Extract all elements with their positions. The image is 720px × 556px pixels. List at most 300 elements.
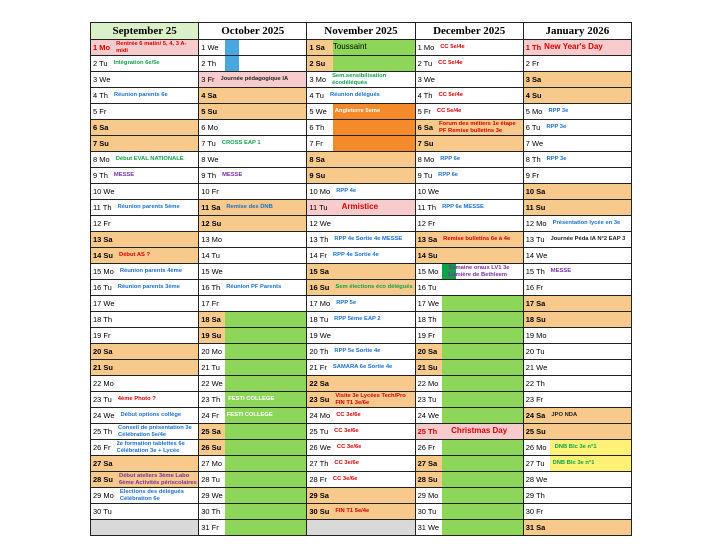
day-label: 14 Fr <box>309 251 327 260</box>
day-label: 18 Tu <box>309 315 329 324</box>
day-cell <box>307 296 415 312</box>
holiday-band <box>442 440 523 455</box>
calendar-row <box>91 104 632 120</box>
day-cell <box>523 520 631 536</box>
day-label: 9 Th <box>93 171 108 180</box>
day-label: 5 Su <box>201 107 218 116</box>
day-label: 20 Tu <box>525 347 545 356</box>
day-cell <box>91 56 199 72</box>
day-label: 6 Sa <box>417 123 433 132</box>
calendar-row <box>91 120 632 136</box>
holiday-band <box>225 328 306 343</box>
day-cell <box>415 120 523 136</box>
event-text: Armistice <box>341 203 379 212</box>
day-cell <box>199 344 307 360</box>
day-cell <box>307 232 415 248</box>
day-cell <box>415 488 523 504</box>
holiday-band <box>442 488 523 503</box>
day-cell <box>523 120 631 136</box>
day-cell <box>91 184 199 200</box>
event-text: Christmas Day <box>451 427 508 436</box>
day-cell <box>199 72 307 88</box>
day-cell <box>91 488 199 504</box>
day-label: 28 Fr <box>309 475 327 484</box>
day-label: 31 Sa <box>525 523 546 532</box>
day-cell <box>523 376 631 392</box>
day-label: 24 We <box>417 411 440 420</box>
day-label: 1 We <box>201 43 219 52</box>
day-cell <box>91 232 199 248</box>
day-cell <box>307 184 415 200</box>
day-label: 20 Sa <box>417 347 438 356</box>
day-label: 26 Fr <box>417 443 436 452</box>
day-label: 3 Sa <box>525 75 542 84</box>
day-cell <box>307 136 415 152</box>
month-header: December 2025 <box>415 23 523 40</box>
day-label: 21 Tu <box>201 363 220 372</box>
calendar-row <box>91 344 632 360</box>
day-cell <box>307 424 415 440</box>
day-label: 7 Su <box>93 139 109 148</box>
day-cell <box>199 280 307 296</box>
event-text: Réunion parents 4ème <box>119 268 183 275</box>
day-cell <box>415 280 523 296</box>
day-cell <box>415 504 523 520</box>
day-cell <box>523 200 631 216</box>
day-cell <box>523 408 631 424</box>
calendar-row <box>91 136 632 152</box>
day-cell <box>91 472 199 488</box>
day-label: 21 Su <box>417 363 438 372</box>
event-text: Forum des métiers 1e étape PF Remise bulletins 3e <box>439 121 516 134</box>
day-cell <box>199 408 307 424</box>
day-cell <box>91 136 199 152</box>
day-label: 25 Th <box>93 427 113 436</box>
event-text: MESSE <box>222 172 243 179</box>
event-text: Réunion délégués <box>329 92 380 99</box>
day-cell <box>91 248 199 264</box>
day-label: 10 We <box>417 187 440 196</box>
day-label: 19 Mo <box>525 331 547 340</box>
event-text: Début ateliers 3ème Labo 6ème Activités périscolaires <box>119 473 197 486</box>
event-text: RPP 4e Sortie 4e MESSE <box>334 236 403 243</box>
day-label: 12 Su <box>201 219 222 228</box>
day-label: 21 Fr <box>309 363 327 372</box>
day-label: 15 Mo <box>93 267 114 276</box>
day-cell <box>523 56 631 72</box>
day-label: 22 Mo <box>417 379 439 388</box>
day-cell <box>199 312 307 328</box>
holiday-band <box>225 504 306 519</box>
day-label: 15 Th <box>525 267 545 276</box>
day-label: 25 Tu <box>309 427 329 436</box>
event-text: Début ÉVAL NATIONALE <box>115 156 184 163</box>
day-label: 10 Fr <box>201 187 219 196</box>
day-label: 22 Mo <box>93 379 114 388</box>
day-label: 3 We <box>417 75 435 84</box>
calendar-row <box>91 168 632 184</box>
day-cell <box>199 328 307 344</box>
day-cell <box>307 200 415 216</box>
day-label: 9 Fr <box>525 171 540 180</box>
calendar-row <box>91 424 632 440</box>
day-label: 4 Tu <box>309 91 324 100</box>
day-label: 2 Tu <box>417 59 433 68</box>
event-highlight <box>333 136 414 151</box>
day-label: 29 Th <box>525 491 545 500</box>
day-cell <box>415 216 523 232</box>
day-label: 15 Mo <box>417 267 439 276</box>
day-cell <box>199 136 307 152</box>
event-text: RPP 4e <box>336 188 357 195</box>
day-cell <box>415 72 523 88</box>
day-cell <box>523 488 631 504</box>
event-text: CC 3e/6e <box>332 476 358 483</box>
event-text: Réunion PF Parents <box>226 284 282 291</box>
day-cell <box>91 104 199 120</box>
event-text: 2e formation tablettes 6e Célébration 3e + Lycée <box>116 441 185 454</box>
event-text: MESSE <box>113 172 135 179</box>
day-label: 27 Tu <box>525 459 545 468</box>
day-label: 9 Tu <box>417 171 433 180</box>
day-label: 24 We <box>93 411 115 420</box>
day-label: 18 Sa <box>201 315 221 324</box>
day-label: 15 We <box>201 267 223 276</box>
day-label: 16 Fr <box>525 283 544 292</box>
day-label: 30 Tu <box>417 507 437 516</box>
event-text: Journée Péda IA N°2 EAP 3 <box>550 236 626 243</box>
day-cell <box>523 472 631 488</box>
calendar-row <box>91 88 632 104</box>
day-cell <box>523 504 631 520</box>
day-label: 23 Su <box>309 395 330 404</box>
day-label: 4 Sa <box>201 91 217 100</box>
day-label: 16 Su <box>309 283 330 292</box>
day-label: 27 Mo <box>201 459 223 468</box>
calendar-row <box>91 472 632 488</box>
holiday-band <box>225 360 306 375</box>
day-cell <box>307 40 415 56</box>
day-label: 18 Th <box>417 315 437 324</box>
day-cell <box>199 232 307 248</box>
day-label: 19 We <box>309 331 331 340</box>
day-label: 9 Th <box>201 171 217 180</box>
day-cell <box>91 392 199 408</box>
holiday-band <box>442 392 523 407</box>
day-label: 23 Tu <box>417 395 437 404</box>
event-text: Réunion parents 5ème <box>117 204 180 211</box>
day-cell <box>307 504 415 520</box>
day-cell <box>91 408 199 424</box>
day-label: 6 Mo <box>201 123 218 132</box>
calendar-row <box>91 440 632 456</box>
month-header: September 25 <box>91 23 199 40</box>
day-cell <box>91 424 199 440</box>
day-cell <box>307 488 415 504</box>
day-cell <box>523 168 631 184</box>
day-cell <box>199 440 307 456</box>
day-cell <box>307 88 415 104</box>
day-label: 30 Fr <box>525 507 544 516</box>
day-cell <box>415 408 523 424</box>
day-label: 8 Mo <box>417 155 435 164</box>
day-cell <box>307 72 415 88</box>
day-cell <box>307 104 415 120</box>
day-cell <box>307 216 415 232</box>
day-label: 13 Sa <box>93 235 113 244</box>
day-label: 27 Sa <box>417 459 438 468</box>
day-cell <box>415 440 523 456</box>
day-cell <box>199 504 307 520</box>
calendar-row <box>91 296 632 312</box>
holiday-band <box>442 360 523 375</box>
day-label: 20 Th <box>309 347 329 356</box>
day-cell <box>307 344 415 360</box>
day-label: 8 Th <box>525 155 541 164</box>
day-label: 20 Sa <box>93 347 113 356</box>
day-label: 11 Th <box>417 203 437 212</box>
day-label: 17 Mo <box>309 299 331 308</box>
day-cell <box>199 56 307 72</box>
day-cell <box>307 376 415 392</box>
event-text: FESTI COLLEGE <box>226 412 273 419</box>
holiday-band <box>225 472 306 487</box>
calendar-row <box>91 504 632 520</box>
event-text: FESTI COLLEGE <box>228 396 275 403</box>
day-label: 25 Su <box>525 427 546 436</box>
day-label: 2 Su <box>309 59 326 68</box>
day-label: 2 Th <box>201 59 217 68</box>
day-label: 1 Th <box>525 43 542 52</box>
day-label: 10 Mo <box>309 187 331 196</box>
event-text: Toussaint <box>332 43 367 52</box>
event-text: RPP 3e <box>546 156 567 163</box>
day-label: 2 Fr <box>525 59 540 68</box>
calendar-table <box>90 22 632 536</box>
day-label: 18 Su <box>525 315 546 324</box>
day-label: 27 Th <box>309 459 329 468</box>
event-text: Journée pédagogique IA <box>220 76 289 83</box>
event-text: Rentrée 6 matin/ 5, 4, 3 A-midi <box>116 41 187 54</box>
day-cell <box>415 312 523 328</box>
day-label: 11 Tu <box>309 203 328 212</box>
day-label: 3 We <box>93 75 111 84</box>
day-label: 10 Sa <box>525 187 546 196</box>
event-text: Sem.sensibilisation écodéléqués <box>332 73 387 86</box>
event-text: 4ème Photo ? <box>117 396 156 403</box>
day-cell <box>91 312 199 328</box>
day-cell <box>523 264 631 280</box>
holiday-band <box>225 440 306 455</box>
day-cell <box>415 456 523 472</box>
day-cell <box>523 312 631 328</box>
day-cell <box>91 456 199 472</box>
calendar-row <box>91 40 632 56</box>
day-label: 6 Tu <box>525 123 541 132</box>
event-text: Conseil de présentation 3e Célébration 5e/4e <box>118 425 192 438</box>
day-label: 12 Fr <box>417 219 436 228</box>
day-cell <box>91 296 199 312</box>
day-label: 7 Tu <box>201 139 216 148</box>
day-cell <box>415 264 523 280</box>
day-cell <box>199 392 307 408</box>
day-label: 24 Fr <box>201 411 219 420</box>
day-label: 24 Mo <box>309 411 331 420</box>
day-cell <box>307 408 415 424</box>
day-cell <box>523 392 631 408</box>
day-cell <box>91 120 199 136</box>
day-label: 28 Tu <box>201 475 220 484</box>
day-cell <box>199 264 307 280</box>
event-text: SAMARA 6e Sortie 4e <box>332 364 393 371</box>
day-cell <box>307 472 415 488</box>
day-cell <box>415 424 523 440</box>
day-cell <box>523 216 631 232</box>
calendar-row <box>91 200 632 216</box>
day-label: 13 Mo <box>201 235 223 244</box>
day-label: 26 Mo <box>525 443 547 452</box>
day-label: 11 Sa <box>201 203 221 212</box>
day-label: 30 Tu <box>93 507 112 516</box>
day-cell <box>415 40 523 56</box>
event-text: RPP 6e <box>438 172 459 179</box>
day-label: 16 Tu <box>417 283 437 292</box>
event-text: CC 3e/6e <box>334 428 359 435</box>
day-cell <box>91 216 199 232</box>
event-text: CC 5e/4e <box>440 44 465 51</box>
day-cell <box>523 152 631 168</box>
day-cell <box>91 520 199 536</box>
event-text: CC 5e/4e <box>438 60 463 67</box>
day-label: 17 Sa <box>525 299 546 308</box>
calendar-row <box>91 392 632 408</box>
day-label: 4 Th <box>93 91 108 100</box>
event-text: DNB Blc 3e n°1 <box>554 444 597 451</box>
calendar-row <box>91 72 632 88</box>
event-text: DNB Blc 3e n°1 <box>552 460 595 467</box>
day-cell <box>523 296 631 312</box>
day-label: 12 We <box>309 219 331 228</box>
day-cell <box>415 136 523 152</box>
event-text: MESSE <box>550 268 572 275</box>
day-label: 26 Su <box>201 443 222 452</box>
day-cell <box>91 328 199 344</box>
day-cell <box>199 488 307 504</box>
day-cell <box>523 136 631 152</box>
day-label: 29 Mo <box>93 491 114 500</box>
holiday-band <box>442 328 523 343</box>
day-label: 1 Sa <box>309 43 325 52</box>
day-cell <box>415 184 523 200</box>
day-cell <box>91 360 199 376</box>
day-cell <box>91 440 199 456</box>
month-header-row <box>91 23 632 40</box>
holiday-band <box>333 56 414 71</box>
day-cell <box>199 168 307 184</box>
holiday-band <box>225 312 306 327</box>
day-cell <box>199 152 307 168</box>
day-cell <box>307 360 415 376</box>
day-label: 17 We <box>417 299 440 308</box>
day-label: 3 Fr <box>201 75 215 84</box>
day-label: 10 We <box>93 187 115 196</box>
calendar-row <box>91 56 632 72</box>
day-label: 4 Th <box>417 91 433 100</box>
event-text: Sem élections éco délégués <box>335 284 413 291</box>
event-text: RPP 6e <box>440 156 461 163</box>
day-cell <box>523 40 631 56</box>
holiday-band <box>442 472 523 487</box>
day-cell <box>523 424 631 440</box>
event-text: Intégration 6e/5e <box>113 60 160 67</box>
day-label: 6 Sa <box>93 123 109 132</box>
day-cell <box>199 184 307 200</box>
day-label: 11 Su <box>525 203 546 212</box>
day-label: 22 We <box>201 379 223 388</box>
day-cell <box>415 376 523 392</box>
day-label: 28 Su <box>417 475 438 484</box>
day-label: 28 We <box>525 475 548 484</box>
calendar-row <box>91 408 632 424</box>
day-cell <box>415 328 523 344</box>
holiday-band <box>442 296 523 311</box>
day-label: 6 Th <box>309 123 325 132</box>
event-text: CC 3e/6e <box>334 460 359 467</box>
day-label: 13 Th <box>309 235 329 244</box>
day-cell <box>91 152 199 168</box>
event-text: Remise bulletins 6e à 4e <box>443 236 511 243</box>
day-label: 17 Fr <box>201 299 219 308</box>
day-cell <box>91 168 199 184</box>
day-cell <box>91 88 199 104</box>
day-cell <box>307 168 415 184</box>
day-cell <box>415 104 523 120</box>
day-label: 5 Mo <box>525 107 543 116</box>
calendar-row <box>91 360 632 376</box>
day-label: 23 Tu <box>93 395 112 404</box>
day-cell <box>91 504 199 520</box>
calendar-row <box>91 376 632 392</box>
day-label: 17 We <box>93 299 115 308</box>
day-cell <box>199 216 307 232</box>
day-label: 14 Su <box>417 251 438 260</box>
event-text: Angleterre 5eme <box>334 108 381 115</box>
day-cell <box>523 104 631 120</box>
day-cell <box>523 232 631 248</box>
day-cell <box>199 104 307 120</box>
day-label: 20 Mo <box>201 347 223 356</box>
calendar-row <box>91 232 632 248</box>
day-cell <box>415 360 523 376</box>
day-label: 16 Th <box>201 283 221 292</box>
day-cell <box>415 88 523 104</box>
day-cell <box>91 344 199 360</box>
day-label: 25 Th <box>417 427 438 436</box>
day-label: 14 Tu <box>201 251 220 260</box>
day-cell <box>199 296 307 312</box>
day-cell <box>199 88 307 104</box>
calendar-row <box>91 520 632 536</box>
holiday-band <box>442 504 523 519</box>
day-cell <box>199 376 307 392</box>
holiday-band <box>225 56 239 71</box>
day-cell <box>307 280 415 296</box>
day-cell <box>91 264 199 280</box>
day-label: 19 Fr <box>93 331 111 340</box>
day-cell <box>415 168 523 184</box>
day-cell <box>199 200 307 216</box>
day-label: 12 Mo <box>525 219 547 228</box>
